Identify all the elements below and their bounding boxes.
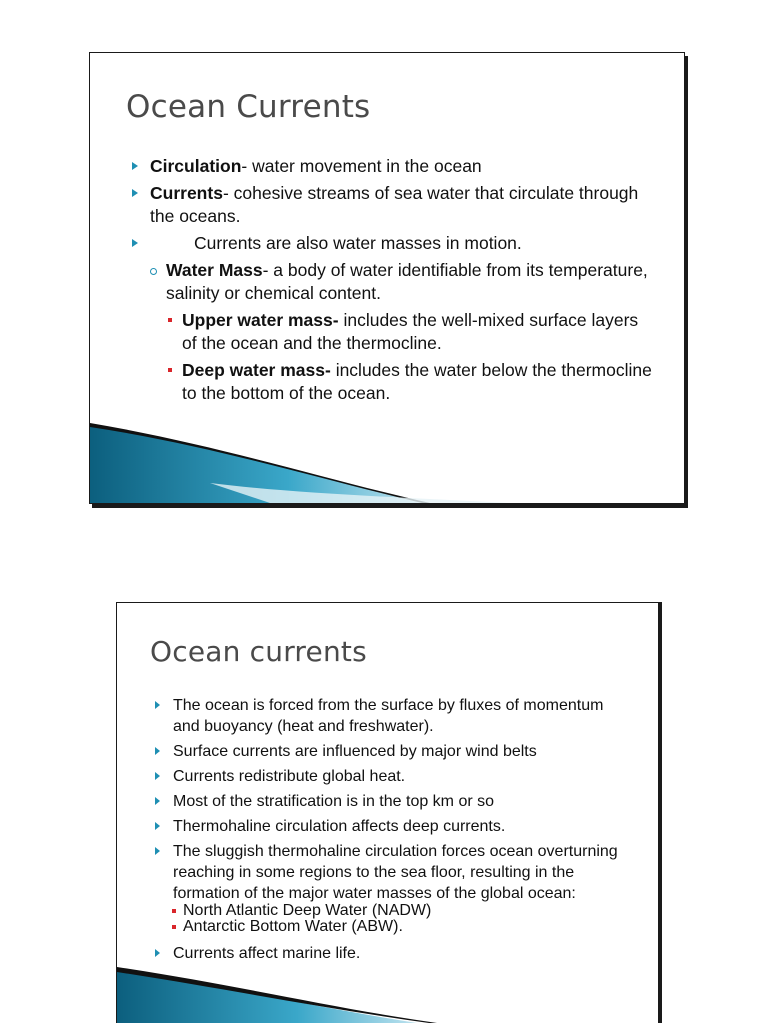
triangle-bullet-icon [155,797,160,805]
bullet-item [155,791,625,812]
bullet-list [132,155,652,409]
definition: includes the water below the thermocline to the bottom of the ocean. [182,360,652,403]
triangle-bullet-icon [132,162,138,170]
definition: - cohesive streams of sea water that circulate through the oceans. [150,183,639,226]
slide-ocean-currents-1 [89,52,685,504]
triangle-bullet-icon [155,822,160,830]
square-bullet-icon [172,925,176,929]
term: Circulation [150,156,242,176]
term: Water Mass [166,260,263,280]
bullet-item [155,766,625,787]
term: Upper water mass- [182,310,339,330]
bullet-item [132,182,652,228]
bullet-item [155,816,625,837]
slide-ocean-currents-2 [116,602,659,1023]
bullet-text: The sluggish thermohaline circulation forces ocean overturning reaching in some regions to the sea floor, resulting in the formation of the major water masses of the global ocean: [173,843,618,902]
triangle-bullet-icon [155,949,160,957]
bullet-text: Currents affect marine life. [173,945,361,962]
bullet-item [155,943,625,964]
definition: includes the well-mixed surface layers of the ocean and the thermocline. [182,310,639,353]
term: Currents [150,183,223,203]
bullet-item [155,841,625,904]
bullet-text: Currents redistribute global heat. [173,768,406,785]
definition: - a body of water identifiable from its temperature, salinity or chemical content. [166,260,648,303]
sub-sub-bullet-item [132,359,652,405]
bullet-text: Currents are also water masses in motion. [194,233,522,253]
ring-bullet-icon [150,268,157,275]
bullet-text: Thermohaline circulation affects deep currents. [173,818,506,835]
sub-bullet-item [155,903,625,919]
sub-sub-bullet-item [132,309,652,355]
bullet-text: Most of the stratification is in the top km or so [173,793,495,810]
sub-bullet-group [155,903,625,935]
term: Deep water mass- [182,360,331,380]
triangle-bullet-icon [155,747,160,755]
bullet-item [132,155,652,178]
definition: - water movement in the ocean [241,156,482,176]
triangle-bullet-icon [155,847,160,855]
bullet-item [155,695,625,737]
bullet-list [155,695,625,968]
bullet-item [132,232,652,255]
square-bullet-icon [168,368,172,372]
bullet-item [155,741,625,762]
triangle-bullet-icon [132,239,138,247]
sub-bullet-item [155,919,625,935]
square-bullet-icon [172,909,176,913]
bullet-text: Antarctic Bottom Water (ABW). [183,918,403,935]
swoosh-decoration [117,963,658,1023]
bullet-text: North Atlantic Deep Water (NADW) [183,902,432,919]
bullet-text: The ocean is forced from the surface by fluxes of momentum and buoyancy (heat and freshwater). [173,697,604,735]
triangle-bullet-icon [155,701,160,709]
triangle-bullet-icon [132,189,138,197]
sub-bullet-item [132,259,652,305]
bullet-text: Surface currents are influenced by major wind belts [173,743,537,760]
square-bullet-icon [168,318,172,322]
slide-title: Ocean currents [150,635,367,668]
swoosh-decoration [90,423,684,503]
triangle-bullet-icon [155,772,160,780]
slide-title: Ocean Currents [126,89,371,125]
